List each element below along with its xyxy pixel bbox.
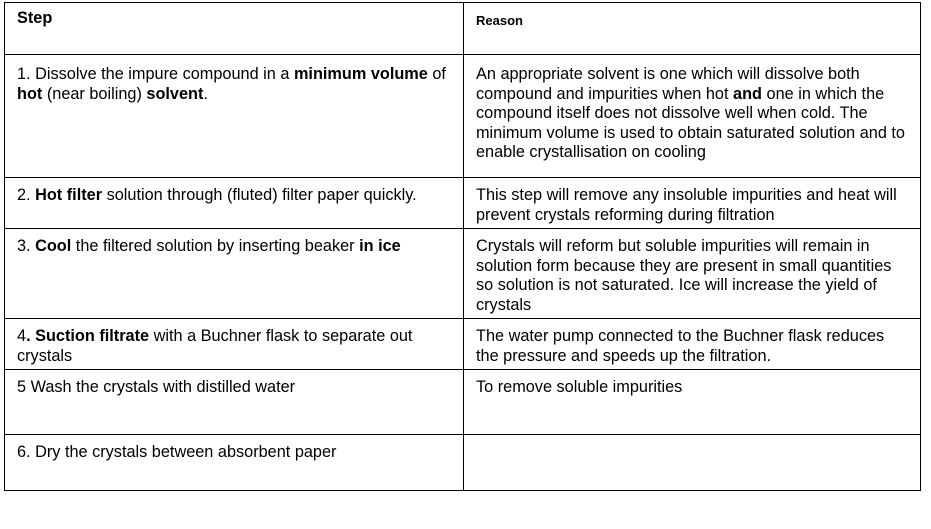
text-segment: 2. — [17, 186, 36, 204]
header-row — [5, 3, 921, 55]
header-reason: Reason — [464, 3, 921, 55]
bold-text: and — [733, 84, 762, 103]
header-step: Step — [5, 3, 464, 55]
step-cell — [5, 55, 464, 178]
text-segment: To remove soluble impurities — [476, 378, 683, 396]
text-segment: The water pump connected to the Buchner flask reduces the pressure and speeds up the filtration. — [476, 327, 885, 365]
reason-cell — [464, 435, 921, 491]
text-segment: 3. — [17, 237, 36, 255]
crystallisation-table — [4, 2, 921, 491]
table-row — [5, 178, 921, 229]
table-row — [5, 319, 921, 370]
text-segment: with a Buchner flask to separate out crystals — [17, 327, 413, 365]
step-cell — [5, 319, 464, 370]
table-row — [5, 435, 921, 491]
text-segment: 4 — [17, 327, 27, 345]
text-segment: 1. Dissolve the impure compound in a — [17, 65, 294, 83]
text-segment: solution through (fluted) filter paper quickly. — [102, 186, 417, 204]
text-segment: one in which the compound itself does not dissolve well when cold. The minimum volume is used to obtain saturated solution and to enable crystallisation on cooling — [476, 84, 905, 161]
step-cell — [5, 178, 464, 229]
text-segment: 6. Dry the crystals between absorbent paper — [17, 443, 337, 461]
bold-text: minimum volume — [293, 65, 428, 83]
step-cell — [5, 370, 464, 435]
bold-text: Cool — [35, 237, 72, 255]
bold-text: solvent — [146, 84, 204, 103]
step-cell — [5, 229, 464, 319]
bold-text: hot — [17, 84, 43, 103]
text-segment: of — [427, 65, 446, 83]
reason-cell — [464, 178, 921, 229]
step-cell — [5, 435, 464, 491]
table-row — [5, 55, 921, 178]
table-row — [5, 370, 921, 435]
reason-cell — [464, 229, 921, 319]
bold-text: in ice — [359, 237, 401, 255]
text-segment: the filtered solution by inserting beaker — [71, 237, 360, 255]
text-segment: An appropriate solvent is one which will dissolve both compound and impurities when hot — [476, 65, 860, 103]
reason-cell — [464, 319, 921, 370]
text-segment: . — [203, 84, 208, 103]
text-segment: This step will remove any insoluble impurities and heat will prevent crystals reforming during filtration — [476, 186, 897, 224]
table-row — [5, 229, 921, 319]
text-segment: Crystals will reform but soluble impurities will remain in solution form because they are present in small quantities so solution is not saturated. Ice will increase the yield of crystals — [476, 237, 892, 314]
reason-cell — [464, 55, 921, 178]
text-segment: 5 Wash the crystals with distilled water — [17, 378, 296, 396]
bold-text: . Suction filtrate — [26, 327, 150, 345]
bold-text: Hot filter — [35, 186, 103, 204]
reason-cell — [464, 370, 921, 435]
text-segment: (near boiling) — [42, 84, 147, 103]
